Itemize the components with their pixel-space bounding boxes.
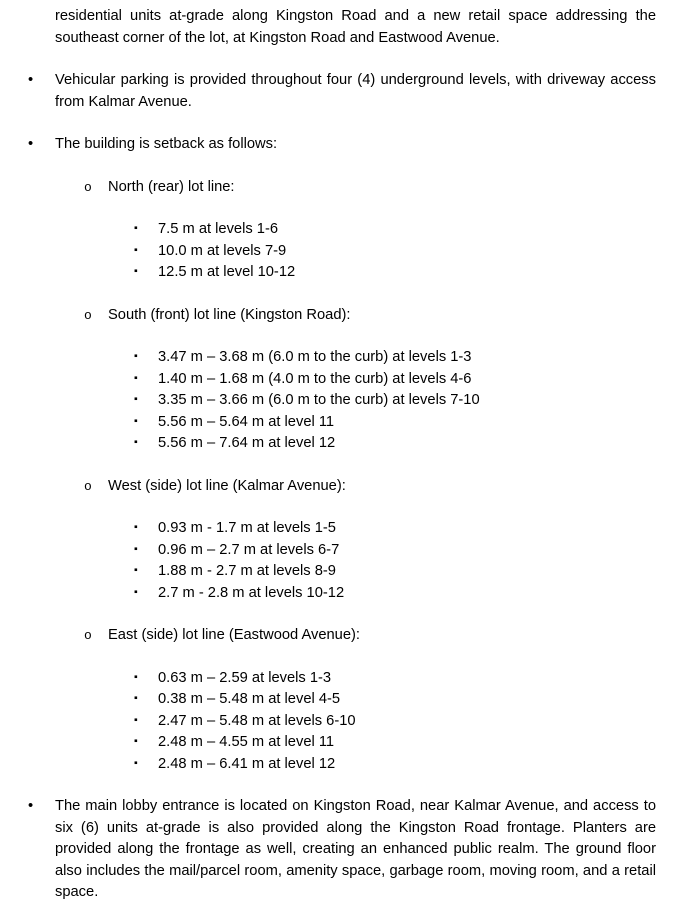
setback-heading-east: [0, 625, 656, 647]
bullet-item-lobby: [0, 796, 656, 904]
setback-item-text: 1.40 m – 1.68 m (4.0 m to the curb) at levels 4-6: [158, 370, 472, 387]
bullet-disc-icon: •: [28, 72, 34, 88]
setback-list-south: [0, 347, 656, 455]
setback-list-west: [0, 518, 656, 604]
setback-item: [0, 518, 656, 540]
setback-item: [0, 369, 656, 391]
bullet-item-text: Vehicular parking is provided throughout four (4) underground levels, with driveway access from Kalmar Avenue.: [55, 72, 656, 110]
paragraph-intro: residential units at-grade along Kingston Road and a new retail space addressing the southeast corner of the lot, at Kingston Road and Eastwood Avenue.: [55, 8, 656, 46]
setback-item-text: 2.48 m – 6.41 m at level 12: [158, 755, 336, 772]
bullet-square-icon: ▪: [134, 692, 138, 704]
bullet-disc-icon: •: [28, 798, 34, 814]
setback-item: [0, 347, 656, 369]
setback-item-text: 3.35 m – 3.66 m (6.0 m to the curb) at levels 7-10: [158, 392, 480, 408]
bullet-square-icon: ▪: [134, 222, 138, 234]
setback-item-text: 12.5 m at level 10-12: [158, 264, 296, 280]
setback-item: [0, 583, 656, 605]
setback-item: [0, 689, 656, 711]
setback-item-text: 0.96 m – 2.7 m at levels 6-7: [158, 541, 340, 558]
setback-item: [0, 219, 656, 241]
setback-item: [0, 732, 656, 754]
sub-bullet-text: South (front) lot line (Kingston Road):: [108, 306, 351, 323]
setback-item-text: 5.56 m – 5.64 m at level 11: [158, 413, 335, 430]
bullet-square-icon: ▪: [134, 670, 138, 683]
setback-item-text: 3.47 m – 3.68 m (6.0 m to the curb) at levels 1-3: [158, 349, 472, 365]
bullet-circle-icon: o: [84, 478, 92, 494]
setback-item-text: 2.7 m - 2.8 m at levels 10-12: [158, 584, 345, 601]
bullet-square-icon: ▪: [134, 436, 138, 448]
setback-heading-west: [0, 476, 656, 498]
sub-bullet-text: West (side) lot line (Kalmar Avenue):: [108, 477, 346, 494]
setback-item-text: 10.0 m at levels 7-9: [158, 242, 287, 259]
setback-item-text: 1.88 m - 2.7 m at levels 8-9: [158, 563, 336, 579]
bullet-circle-icon: o: [84, 628, 92, 643]
bullet-item-parking: [0, 70, 656, 113]
bullet-square-icon: ▪: [134, 350, 138, 362]
bullet-item-text: The building is setback as follows:: [55, 136, 278, 152]
setback-list-east: [0, 668, 656, 776]
bullet-disc-icon: •: [28, 136, 34, 152]
setback-item: [0, 241, 656, 263]
bullet-square-icon: ▪: [134, 414, 138, 427]
setback-item: [0, 433, 656, 455]
setback-heading-north: [0, 177, 656, 199]
setback-item-text: 0.93 m - 1.7 m at levels 1-5: [158, 520, 336, 536]
bullet-square-icon: ▪: [134, 265, 138, 277]
sub-bullet-text: North (rear) lot line:: [108, 178, 235, 195]
setback-item: [0, 412, 656, 434]
setback-item: [0, 262, 656, 284]
setback-item: [0, 540, 656, 562]
bullet-item-text: The main lobby entrance is located on Kingston Road, near Kalmar Avenue, and access to six (6) units at-grade is also provided along the Kingston Road frontage. Planters are provided along the frontage as well, creating an enhanced public realm. The ground floor also includes the mail/parcel room, amenity space, garbage room, moving room, and a retail space.: [55, 798, 656, 900]
bullet-square-icon: ▪: [134, 585, 138, 598]
bullet-square-icon: ▪: [134, 756, 138, 769]
bullet-circle-icon: o: [84, 307, 92, 323]
bullet-square-icon: ▪: [134, 713, 138, 726]
bullet-item-setback-intro: [0, 134, 656, 156]
sub-bullet-text: East (side) lot line (Eastwood Avenue):: [108, 627, 360, 643]
setback-item: [0, 754, 656, 776]
setback-item: [0, 668, 656, 690]
bullet-square-icon: ▪: [134, 371, 138, 384]
setback-heading-south: [0, 305, 656, 327]
setback-item-text: 7.5 m at levels 1-6: [158, 221, 279, 237]
bullet-square-icon: ▪: [134, 243, 138, 256]
setback-item-text: 2.48 m – 4.55 m at level 11: [158, 734, 335, 750]
bullet-square-icon: ▪: [134, 393, 138, 405]
setback-item: [0, 390, 656, 412]
bullet-square-icon: ▪: [134, 542, 138, 555]
setback-list-north: [0, 219, 656, 284]
setback-item-text: 0.63 m – 2.59 at levels 1-3: [158, 669, 332, 686]
bullet-square-icon: ▪: [134, 521, 138, 533]
bullet-square-icon: ▪: [134, 735, 138, 747]
setback-item: [0, 561, 656, 583]
setback-item-text: 0.38 m – 5.48 m at level 4-5: [158, 691, 341, 707]
setback-item: [0, 711, 656, 733]
setback-item-text: 5.56 m – 7.64 m at level 12: [158, 435, 336, 451]
setback-item-text: 2.47 m – 5.48 m at levels 6-10: [158, 712, 356, 729]
bullet-square-icon: ▪: [134, 564, 138, 576]
bullet-circle-icon: o: [84, 179, 92, 195]
